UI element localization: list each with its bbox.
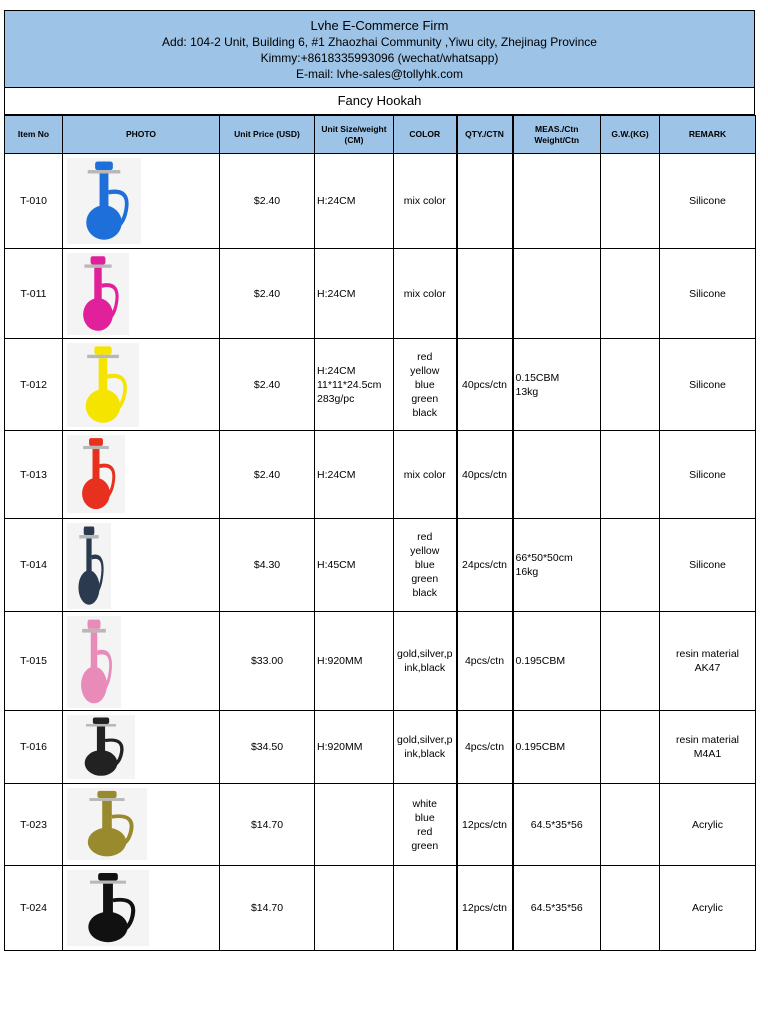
qty-cell [457,249,513,339]
cell-line: Silicone [689,287,726,300]
qty-cell: 40pcs/ctn [457,431,513,519]
unit-price-cell: $2.40 [220,431,315,519]
item-no-cell: T-012 [5,339,63,431]
photo-cell [63,249,220,339]
red-silicone-hookah-photo [67,435,125,517]
meas-cell [513,866,601,951]
unit-price-cell: $2.40 [220,339,315,431]
remark-cell [660,612,756,711]
meas-cell [513,339,601,431]
unit-size-cell [315,711,394,784]
cell-line: resin material [675,648,740,660]
unit-size-cell [315,784,394,866]
unit-size-cell [315,339,394,431]
remark-cell [660,339,756,431]
item-no-cell: T-014 [5,519,63,612]
meas-cell [513,711,601,784]
photo-cell [63,612,220,711]
yellow-silicone-hookah-photo [67,343,139,431]
gw-cell [601,431,660,519]
table-row [5,866,756,951]
cell-line: 11*11*24.5cm [317,378,382,391]
cell-line: resin material [675,734,740,746]
cell-line: green [411,573,439,585]
cell-line: AK47 [694,662,721,674]
pink-ak47-hookah-photo [67,616,121,711]
item-no-cell: T-016 [5,711,63,784]
item-no-cell: T-010 [5,154,63,249]
remark-cell [660,866,756,951]
col-meas: MEAS./Ctn Weight/Ctn [513,116,601,154]
cell-line: H:24CM [317,287,356,300]
photo-cell [63,154,220,249]
dark-blue-tall-hookah-photo [67,523,111,612]
cell-line: Silicone [689,378,726,391]
meas-cell [513,154,601,249]
col-item-no: Item No [5,116,63,154]
color-cell [394,339,457,431]
qty-cell: 12pcs/ctn [457,784,513,866]
cell-line: 64.5*35*56 [530,902,583,914]
color-cell [394,249,457,339]
remark-cell [660,249,756,339]
company-contact: Kimmy:+8618335993096 (wechat/whatsapp) [260,51,499,65]
unit-size-cell [315,249,394,339]
cell-line: mix color [403,468,446,481]
sheet-title: Fancy Hookah [4,88,755,115]
col-unit-size: Unit Size/weight (CM) [315,116,394,154]
cell-line: 64.5*35*56 [530,818,583,831]
qty-cell: 4pcs/ctn [457,612,513,711]
item-no-cell: T-023 [5,784,63,866]
meas-cell [513,249,601,339]
photo-cell [63,784,220,866]
unit-size-cell [315,866,394,951]
blue-silicone-hookah-photo [67,158,141,248]
unit-price-cell: $33.00 [220,612,315,711]
qty-cell: 12pcs/ctn [457,866,513,951]
product-table [4,115,756,951]
product-rows [5,154,756,951]
gw-cell [601,866,660,951]
photo-cell [63,711,220,784]
unit-price-cell: $34.50 [220,711,315,784]
company-address: Add: 104-2 Unit, Building 6, #1 Zhaozhai Community ,Yiwu city, Zhejinag Province [162,35,597,49]
cell-line: yellow [410,545,440,557]
photo-cell [63,339,220,431]
cell-line: H:45CM [317,559,356,571]
cell-line: H:920MM [317,655,363,667]
company-email: E-mail: lvhe-sales@tollyhk.com [296,67,463,81]
cell-line: red [417,350,433,363]
m4a1-hookah-set-photo [67,715,135,783]
color-cell [394,866,457,951]
cell-line: Acrylic [692,902,723,914]
unit-price-cell: $2.40 [220,249,315,339]
qty-cell: 4pcs/ctn [457,711,513,784]
cell-line: green [411,839,439,852]
gw-cell [601,612,660,711]
unit-size-cell [315,519,394,612]
unit-price-cell: $2.40 [220,154,315,249]
cell-line: ink,black [404,748,446,760]
meas-cell [513,612,601,711]
cell-line: H:24CM [317,364,356,377]
cell-line: H:920MM [317,741,363,753]
cell-line: red [417,825,433,838]
col-gw: G.W.(KG) [601,116,660,154]
cell-line: red [417,531,433,543]
acrylic-ring-hookah-photo [67,870,149,950]
remark-cell [660,784,756,866]
cell-line: green [411,392,439,405]
table-row [5,154,756,249]
gw-cell [601,339,660,431]
remark-cell [660,431,756,519]
cell-line: 66*50*50cm [515,552,573,564]
gw-cell [601,249,660,339]
photo-cell [63,431,220,519]
meas-cell [513,519,601,612]
cell-line: Silicone [689,559,726,571]
cell-line: 283g/pc [317,392,355,405]
cell-line: yellow [410,364,440,377]
table-row [5,711,756,784]
acrylic-hookah-with-box-photo [67,788,147,864]
unit-size-cell [315,154,394,249]
color-cell [394,612,457,711]
color-cell [394,711,457,784]
cell-line: M4A1 [693,748,722,760]
table-row [5,431,756,519]
item-no-cell: T-015 [5,612,63,711]
cell-line: blue [414,378,435,391]
unit-price-cell: $14.70 [220,784,315,866]
cell-line: H:24CM [317,195,356,207]
cell-line: gold,silver,p [397,648,453,660]
cell-line: blue [414,811,435,824]
cell-line: 0.15CBM [515,371,560,384]
item-no-cell: T-013 [5,431,63,519]
table-row [5,249,756,339]
cell-line: blue [414,559,435,571]
col-remark: REMARK [660,116,756,154]
company-name: Lvhe E-Commerce Firm [310,18,449,33]
remark-cell [660,154,756,249]
table-row [5,612,756,711]
cell-line: H:24CM [317,468,356,481]
company-header [4,10,755,88]
gw-cell [601,711,660,784]
table-row [5,339,756,431]
col-color: COLOR [394,116,457,154]
meas-cell [513,431,601,519]
color-cell [394,784,457,866]
item-no-cell: T-024 [5,866,63,951]
color-cell [394,519,457,612]
col-qty: QTY./CTN [457,116,513,154]
qty-cell: 24pcs/ctn [457,519,513,612]
remark-cell [660,519,756,612]
cell-line: black [412,587,437,599]
cell-line: ink,black [404,662,446,674]
cell-line: gold,silver,p [397,734,453,746]
cell-line: Silicone [689,468,726,481]
photo-cell [63,866,220,951]
color-cell [394,431,457,519]
meas-cell [513,784,601,866]
unit-price-cell: $14.70 [220,866,315,951]
cell-line: mix color [403,287,446,300]
color-cell [394,154,457,249]
cell-line: 0.195CBM [515,655,566,667]
cell-line: 16kg [515,566,539,578]
table-row [5,519,756,612]
item-no-cell: T-011 [5,249,63,339]
cell-line: 0.195CBM [515,741,566,753]
unit-price-cell: $4.30 [220,519,315,612]
cell-line: black [412,406,437,419]
gw-cell [601,154,660,249]
photo-cell [63,519,220,612]
pink-black-silicone-hookah-photo [67,253,129,339]
qty-cell: 40pcs/ctn [457,339,513,431]
table-row [5,784,756,866]
col-unit-price: Unit Price (USD) [220,116,315,154]
unit-size-cell [315,612,394,711]
unit-size-cell [315,431,394,519]
qty-cell [457,154,513,249]
header-row [5,116,756,154]
price-sheet [4,10,755,951]
gw-cell [601,519,660,612]
cell-line: 13kg [515,385,539,398]
remark-cell [660,711,756,784]
col-photo: PHOTO [63,116,220,154]
cell-line: mix color [403,195,446,207]
cell-line: white [412,797,437,810]
cell-line: Silicone [689,195,726,207]
gw-cell [601,784,660,866]
cell-line: Acrylic [692,818,723,831]
